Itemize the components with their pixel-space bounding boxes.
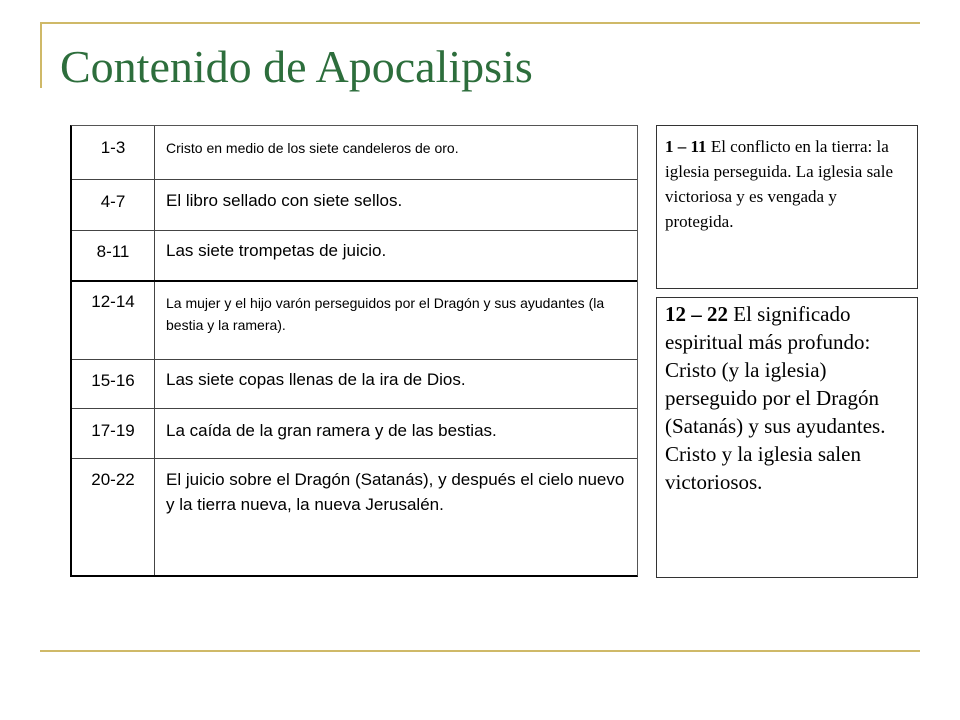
- chapter-description: El juicio sobre el Dragón (Satanás), y después el cielo nuevo y la tierra nueva, la nueva Jerusalén.: [166, 470, 625, 514]
- table-row: [72, 360, 637, 409]
- box-text: El conflicto en la tierra: la iglesia perseguida. La iglesia sale victoriosa y es vengada y protegida.: [665, 137, 893, 231]
- table-row: [72, 231, 637, 282]
- chapter-range: 17-19: [91, 421, 135, 440]
- chapter-range: 12-14: [91, 292, 135, 311]
- box-heading: 12 – 22: [665, 302, 728, 326]
- top-rule: [40, 22, 920, 24]
- slide-title: Contenido de Apocalipsis: [60, 41, 533, 92]
- table-row: [72, 409, 637, 459]
- chapter-range: 15-16: [91, 371, 135, 390]
- table-row: [72, 180, 637, 231]
- chapter-description: Las siete copas llenas de la ira de Dios.: [166, 370, 466, 389]
- chapter-range: 4-7: [100, 192, 126, 211]
- chapter-description: La mujer y el hijo varón perseguidos por el Dragón y sus ayudantes (la bestia y la ramera).: [166, 295, 605, 333]
- chapter-description: Las siete trompetas de juicio.: [166, 241, 387, 260]
- summary-box-chapters-1-11: [656, 125, 918, 289]
- chapter-range: 8-11: [96, 242, 130, 261]
- table-row: [72, 459, 637, 576]
- chapter-range: 1-3: [100, 138, 126, 157]
- chapter-description: La caída de la gran ramera y de las bestias.: [166, 421, 497, 440]
- left-rule: [40, 22, 42, 88]
- box-heading: 1 – 11: [665, 137, 707, 156]
- table-row: [72, 282, 637, 360]
- chapter-description: El libro sellado con siete sellos.: [166, 191, 403, 210]
- bottom-rule: [40, 650, 920, 652]
- box-text: El significado espiritual más profundo: Cristo (y la iglesia) perseguido por el Dragón (Satanás) y sus ayudantes. Cristo y la iglesia salen victoriosos.: [665, 302, 886, 494]
- content-table: [70, 125, 638, 577]
- chapter-range: 20-22: [91, 470, 135, 489]
- chapter-description: Cristo en medio de los siete candeleros de oro.: [166, 140, 459, 156]
- summary-box-chapters-12-22: [656, 297, 918, 578]
- table-row: [72, 126, 637, 180]
